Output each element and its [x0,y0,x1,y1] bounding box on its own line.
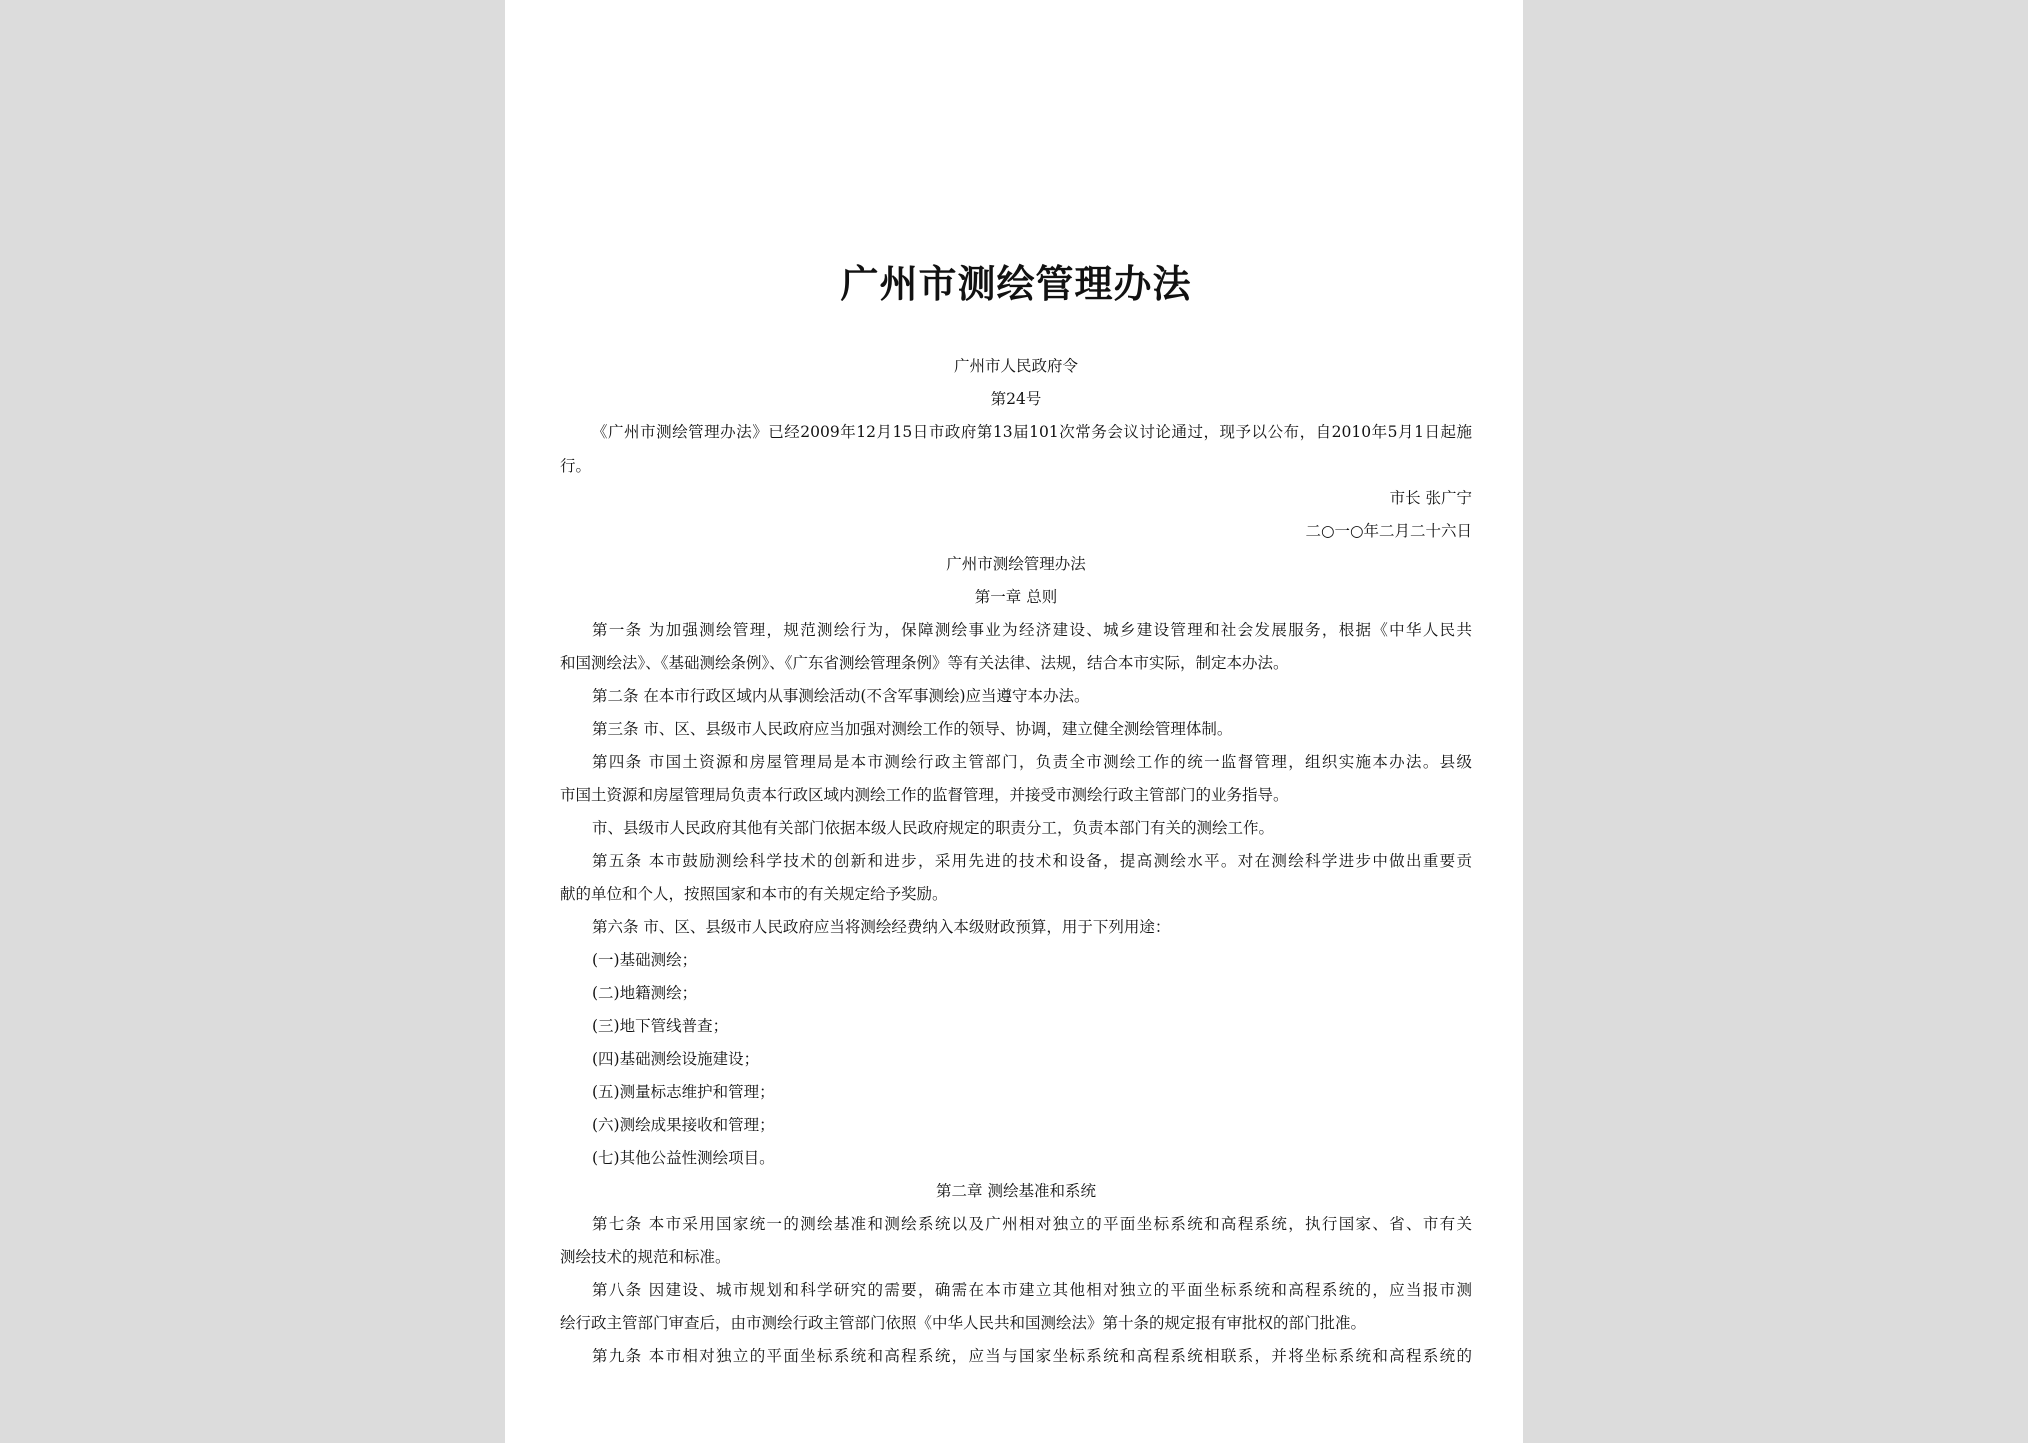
paragraph-line: 市国土资源和房屋管理局负责本行政区域内测绘工作的监督管理，并接受市测绘行政主管部门的业务指导。 [560,786,1289,804]
list-item: (三)地下管线普查； [592,1017,729,1035]
promulgation-line-1: 《广州市测绘管理办法》已经2009年12月15日市政府第13届101次常务会议讨论通过，现予以公布，自2010年5月1日起施 [592,423,1472,441]
paragraph-line: 绘行政主管部门审查后，由市测绘行政主管部门依照《中华人民共和国测绘法》第十条的规定报有审批权的部门批准。 [560,1314,1367,1332]
paragraph-line: 第七条 本市采用国家统一的测绘基准和测绘系统以及广州相对独立的平面坐标系统和高程系统，执行国家、省、市有关 [592,1215,1472,1233]
paragraph-line: 第九条 本市相对独立的平面坐标系统和高程系统，应当与国家坐标系统和高程系统相联系，并将坐标系统和高程系统的 [592,1347,1472,1365]
paragraph-line: 第二条 在本市行政区域内从事测绘活动(不含军事测绘)应当遵守本办法。 [592,687,1090,705]
chapter-heading-2: 第二章 测绘基准和系统 [936,1182,1096,1200]
paragraph-line: 第四条 市国土资源和房屋管理局是本市测绘行政主管部门，负责全市测绘工作的统一监督管理，组织实施本办法。县级 [592,753,1472,771]
chapter-heading-1: 第一章 总则 [974,588,1058,606]
paragraph-line: 第一条 为加强测绘管理，规范测绘行为，保障测绘事业为经济建设、城乡建设管理和社会发展服务，根据《中华人民共 [592,621,1472,639]
list-item: (一)基础测绘； [592,951,698,969]
document-page [505,0,1523,1443]
paragraph-line: 市、县级市人民政府其他有关部门依据本级人民政府规定的职责分工，负责本部门有关的测绘工作。 [592,819,1275,837]
promulgation-line-2: 行。 [560,457,592,475]
paragraph-line: 第八条 因建设、城市规划和科学研究的需要，确需在本市建立其他相对独立的平面坐标系统和高程系统的，应当报市测 [592,1281,1472,1299]
subtitle: 广州市测绘管理办法 [946,555,1086,573]
paragraph-line: 第六条 市、区、县级市人民政府应当将测绘经费纳入本级财政预算，用于下列用途： [592,918,1171,936]
list-item: (五)测量标志维护和管理； [592,1083,775,1101]
signature: 市长 张广宁 [1389,489,1472,507]
order-number: 第24号 [990,390,1042,408]
issuer: 广州市人民政府令 [953,357,1078,375]
paragraph-line: 测绘技术的规范和标准。 [560,1248,731,1266]
list-item: (二)地籍测绘； [592,984,698,1002]
list-item: (四)基础测绘设施建设； [592,1050,760,1068]
paragraph-line: 和国测绘法》、《基础测绘条例》、《广东省测绘管理条例》等有关法律、法规，结合本市实际，制定本办法。 [560,654,1289,672]
paragraph-line: 献的单位和个人，按照国家和本市的有关规定给予奖励。 [560,885,948,903]
document-title: 广州市测绘管理办法 [840,261,1192,306]
paragraph-line: 第五条 本市鼓励测绘科学技术的创新和进步，采用先进的技术和设备，提高测绘水平。对在测绘科学进步中做出重要贡 [592,852,1472,870]
date: 二○一○年二月二十六日 [1305,522,1472,540]
paragraph-line: 第三条 市、区、县级市人民政府应当加强对测绘工作的领导、协调，建立健全测绘管理体制。 [592,720,1233,738]
list-item: (六)测绘成果接收和管理； [592,1116,775,1134]
list-item: (七)其他公益性测绘项目。 [592,1149,775,1167]
